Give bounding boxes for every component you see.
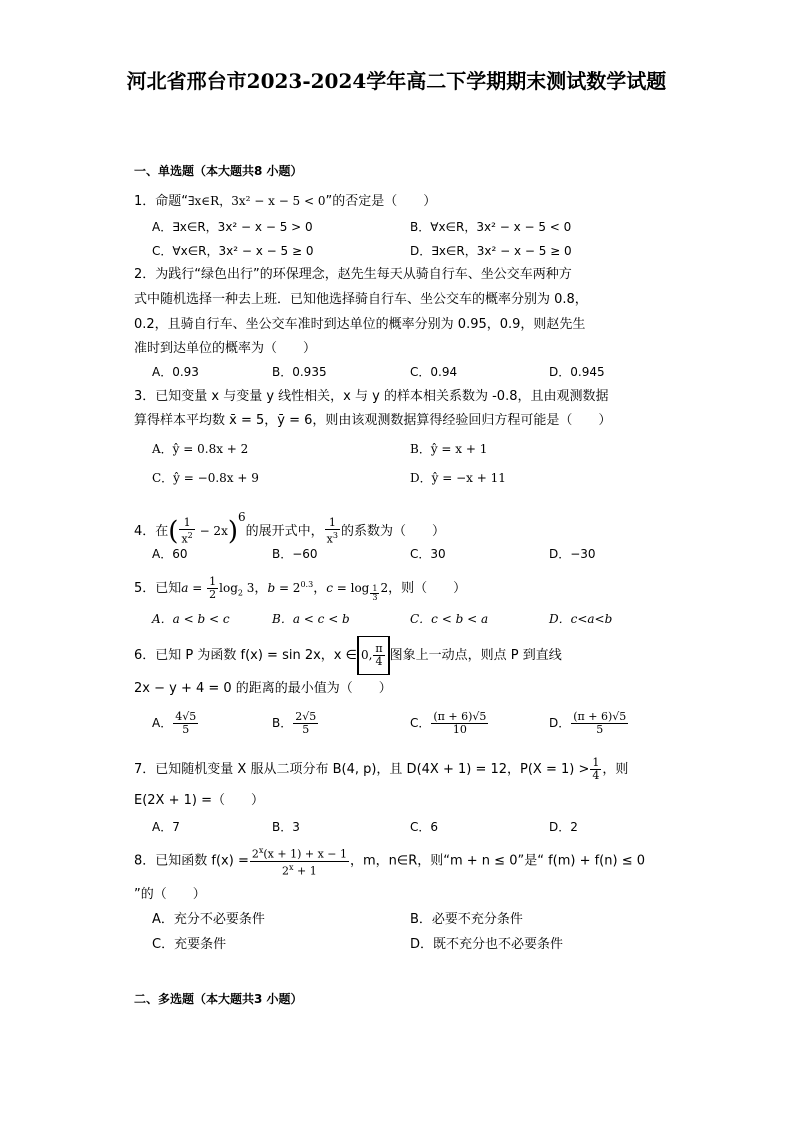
question-2-line-2: 式中随机选择一种去上班．已知他选择骑自行车、坐公交车的概率分别为 0.8，	[134, 292, 588, 307]
q5-option-b[interactable]: B．a < c < b	[272, 612, 350, 626]
q7-option-b[interactable]: B．3	[272, 820, 300, 834]
page-title: 河北省邢台市2023-2024学年高二下学期期末测试数学试题	[126, 69, 667, 93]
question-2-line-4: 准时到达单位的概率为（ ）	[134, 341, 317, 356]
question-6-line-2: 2x − y + 4 = 0 的距离的最小值为（ ）	[134, 681, 392, 696]
question-7-line-1: 7．已知随机变量 X 服从二项分布 B(4, p)，且 D(4X + 1) = 12，P(X = 1) > $\frac{1}{4}$ ，则	[134, 756, 629, 782]
q1-option-a[interactable]: A．∃x∈R，3x² − x − 5 > 0	[152, 220, 313, 234]
question-3-line-1: 3．已知变量 x 与变量 y 线性相关，x 与 y 的样本相关系数为 -0.8，且由观测数据	[134, 389, 609, 404]
question-2-line-3: 0.2，且骑自行车、坐公交车准时到达单位的概率分别为 0.95，0.9，则赵先生	[134, 317, 586, 332]
q2-option-d[interactable]: D．0.945	[549, 365, 605, 379]
q6-option-c[interactable]: C． $\frac{(\pi + 6)√5}{10}$	[410, 710, 487, 736]
question-6-line-1b: 图象上一动点，则点 P 到直线	[389, 648, 562, 663]
q7-option-a[interactable]: A．7	[152, 820, 180, 834]
question-3-line-2: 算得样本平均数 x̄ = 5，ȳ = 6，则由该观测数据算得经验回归方程可能是（ ）	[134, 413, 612, 428]
q6-option-a[interactable]: A． $\frac{4√5}{5}$	[152, 710, 197, 736]
question-5-prefix: 5．已知	[134, 581, 182, 596]
question-6-line-1: 6．已知 P 为函数 f(x) = sin 2x，x ∈ 0, $\frac{\pi}{4}$ 图象上一动点，则点 P 到直线	[134, 636, 562, 675]
question-4-mid: 的展开式中，	[245, 524, 324, 539]
question-1-math: ∃x∈R，3x² − x − 5 < 0	[188, 194, 326, 208]
question-4-suffix: 的系数为（ ）	[340, 524, 445, 539]
question-4: 4．在( $\frac{1}{x^2}$ − 2x)$^6$的展开式中， $\frac{1}{x^3}$ 的系数为（ ）	[134, 510, 445, 547]
question-5: 5．已知a = $\frac{1}{2}$ $\log_2 3$，$b = 2^{0.3}$，c = log $_{\frac{1}{3}}$ 2，则（ ）	[134, 575, 467, 602]
question-7-line-2: E(2X + 1) =（ ）	[134, 793, 264, 808]
q1-option-b[interactable]: B．∀x∈R，3x² − x − 5 < 0	[410, 220, 572, 234]
question-1	[134, 192, 436, 211]
q2-option-b[interactable]: B．0.935	[272, 365, 327, 379]
question-8-line-1a: 8．已知函数 f(x) =	[134, 853, 249, 869]
question-4-prefix: 4．在	[134, 524, 169, 539]
question-6-line-1a: 6．已知 P 为函数 f(x) = sin 2x，x ∈	[134, 648, 357, 663]
q1-option-d[interactable]: D．∃x∈R，3x² − x − 5 ≥ 0	[410, 244, 572, 258]
q1-option-c[interactable]: C．∀x∈R，3x² − x − 5 ≥ 0	[152, 244, 314, 258]
q3-option-d[interactable]: D．ŷ = −x + 11	[410, 471, 506, 485]
q5-option-c[interactable]: C．c < b < a	[410, 612, 489, 626]
question-1-prefix: 1．命题“	[134, 194, 189, 209]
q4-option-d[interactable]: D．−30	[549, 547, 596, 561]
question-1-suffix: ”的否定是（ ）	[325, 194, 437, 209]
q3-option-b[interactable]: B．ŷ = x + 1	[410, 442, 488, 456]
q7-option-c[interactable]: C．6	[410, 820, 439, 834]
q5-option-d[interactable]: D．c<a<b	[549, 612, 613, 626]
q3-option-a[interactable]: A．ŷ = 0.8x + 2	[152, 442, 249, 456]
question-7-line-1b: ，则	[602, 762, 629, 777]
question-2-line-1: 2．为践行“绿色出行”的环保理念，赵先生每天从骑自行车、坐公交车两种方	[134, 267, 572, 282]
section-heading-multiple-choice: 二、多选题（本大题共3 小题）	[134, 992, 303, 1006]
q6-option-b[interactable]: B． $\frac{2√5}{5}$	[272, 710, 317, 736]
q4-option-a[interactable]: A．60	[152, 547, 188, 561]
q2-option-a[interactable]: A．0.93	[152, 365, 199, 379]
q8-option-d[interactable]: D．既不充分也不必要条件	[410, 937, 564, 952]
q8-option-b[interactable]: B．必要不充分条件	[410, 912, 523, 927]
q8-option-a[interactable]: A．充分不必要条件	[152, 912, 265, 927]
q3-option-c[interactable]: C．ŷ = −0.8x + 9	[152, 471, 259, 485]
q5-option-a[interactable]: A．a < b < c	[152, 612, 230, 626]
q6-option-d[interactable]: D． $\frac{(\pi + 6)√5}{5}$	[549, 710, 627, 736]
question-8-line-2: ”的（ ）	[134, 887, 206, 902]
q4-frac-1-over-x3: $\frac{1}{x^3}$	[326, 516, 338, 546]
question-8-line-1b: ，m，n∈R，则“m + n ≤ 0”是“ f(m) + f(n) ≤ 0	[349, 853, 645, 869]
q4-frac-1-over-x2: $\frac{1}{x^2}$	[181, 516, 193, 546]
section-heading-single-choice: 一、单选题（本大题共8 小题）	[134, 164, 303, 178]
q8-option-c[interactable]: C．充要条件	[152, 937, 227, 952]
q7-option-d[interactable]: D．2	[549, 820, 578, 834]
q2-option-c[interactable]: C．0.94	[410, 365, 458, 379]
q4-option-b[interactable]: B．−60	[272, 547, 318, 561]
question-7-line-1a: 7．已知随机变量 X 服从二项分布 B(4, p)，且 D(4X + 1) = 12，P(X = 1) >	[134, 762, 590, 777]
q4-option-c[interactable]: C．30	[410, 547, 446, 561]
question-8-line-1: 8．已知函数 f(x) = $\frac{2^x(x + 1) + x - 1}{2^x + 1}$ ，m，n∈R，则“m + n ≤ 0”是“ f(m) + f(n) ≤ 0	[134, 846, 645, 878]
question-5-suffix: ，则（ ）	[388, 581, 467, 596]
